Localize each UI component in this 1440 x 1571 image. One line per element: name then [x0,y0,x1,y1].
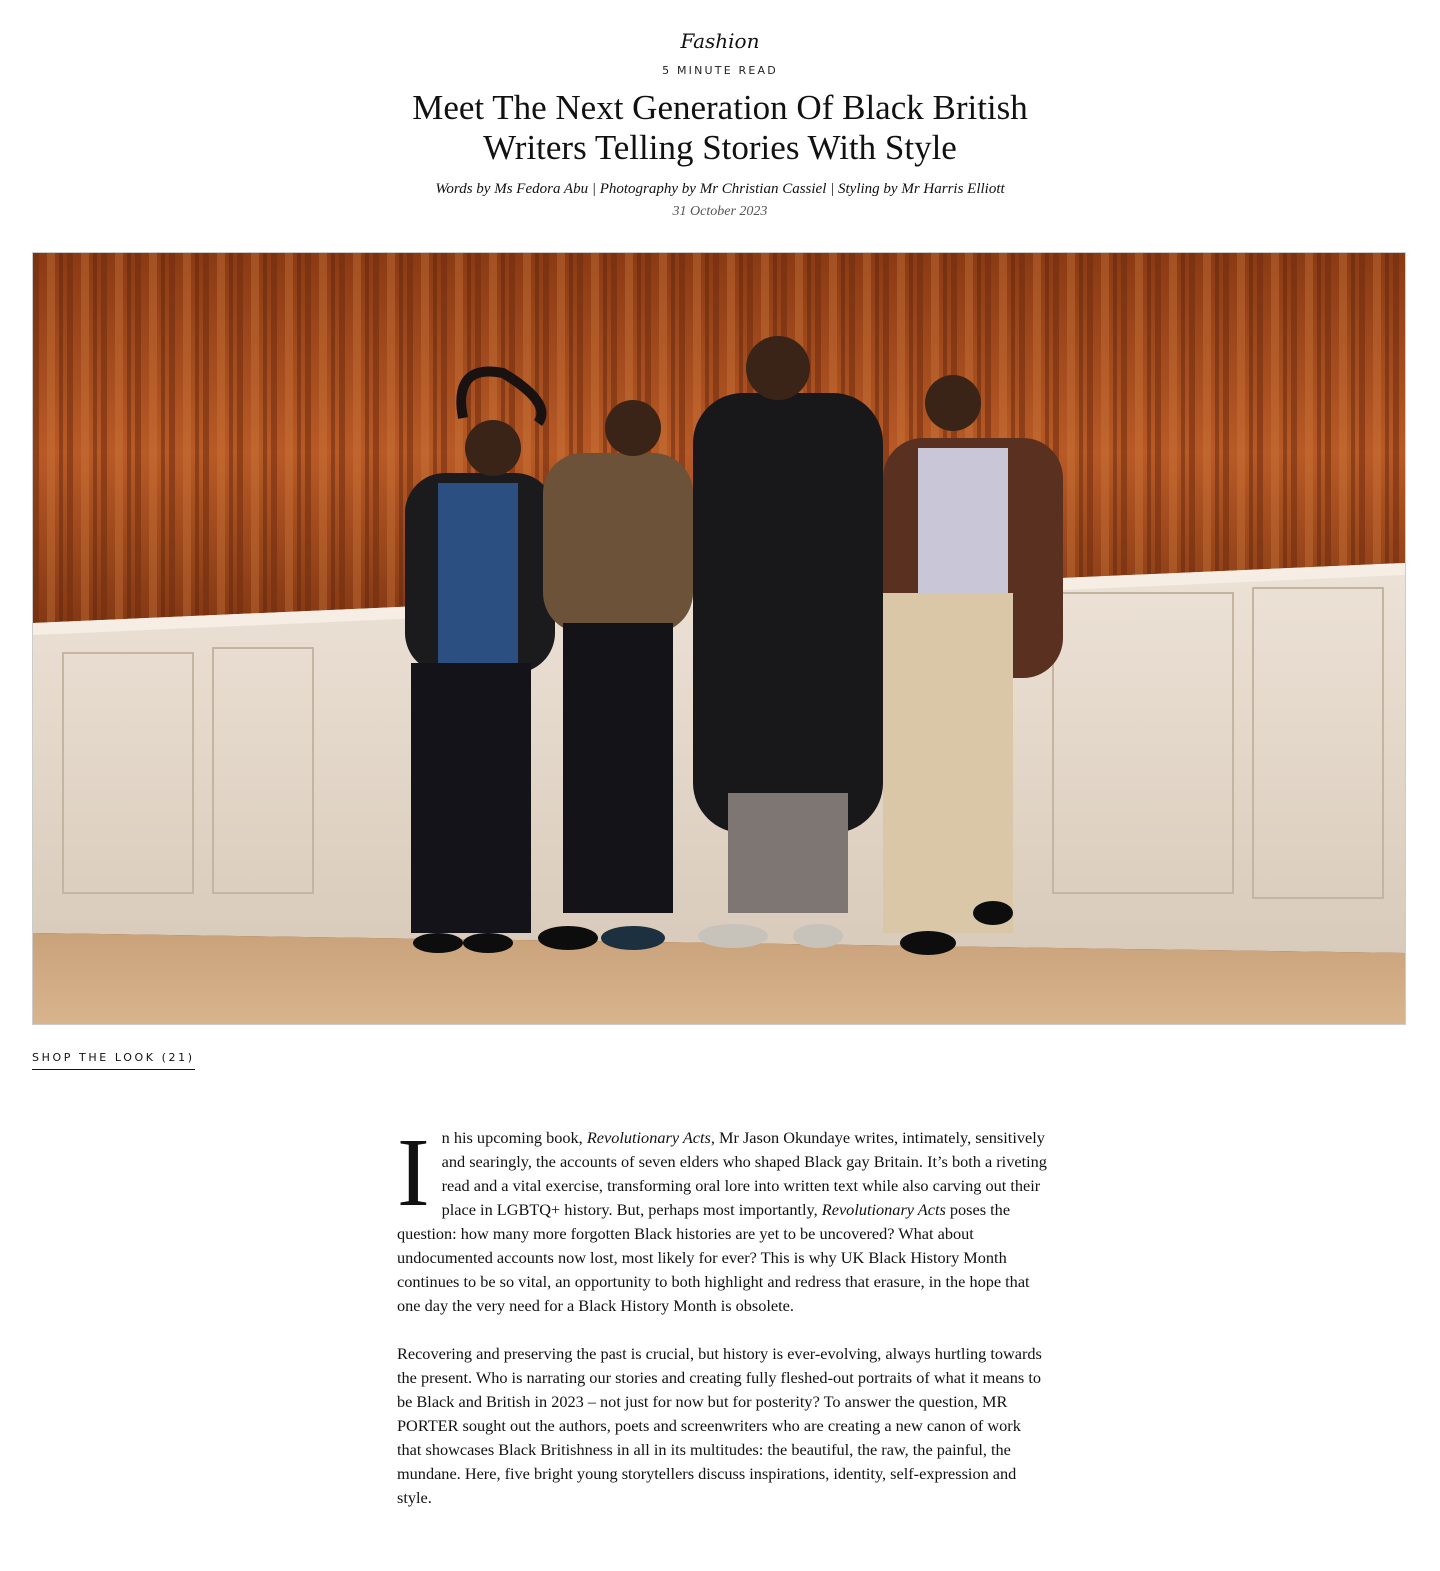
article-date: 31 October 2023 [672,204,768,219]
hero-photo-illustration [33,253,1405,1024]
book-title: Revolutionary Acts [586,1128,711,1147]
drop-cap: I [397,1119,430,1227]
article-paragraph-1: In his upcoming book, Revolutionary Acts, Mr Jason Okundaye writes, intimately, sensitively and searingly, the accounts of seven elders who shaped Black gay Britain. It’s both a riveting read and a vital exercise, transforming oral lore into written text while also carving out their place in LGBTQ+ history. But, perhaps most importantly, Revolutionary Acts poses the question: how many more forgotten Black histories are yet to be uncovered? What about undocumented accounts now lost, most likely for ever? This is why UK Black History Month continues to be so vital, an opportunity to both highlight and redress that erasure, in the hope that one day the very need for a Black History Month is obsolete. [397,1119,1047,1315]
shop-the-look-link[interactable]: SHOP THE LOOK (21) [32,1051,195,1070]
article-byline: Words by Ms Fedora Abu | Photography by Mr Christian Cassiel | Styling by Mr Harris Elliott [435,181,1005,197]
svg-text:Fashion: Fashion [680,29,760,53]
article-body [397,1119,1047,1534]
fashion-section-logo[interactable] [670,26,770,56]
article-title: Meet The Next Generation Of Black British Writers Telling Stories With Style [412,88,1028,167]
hero-image [32,252,1406,1025]
book-title: Revolutionary Acts [821,1200,946,1219]
read-time-label: 5 MINUTE READ [662,64,778,77]
article-paragraph-2: Recovering and preserving the past is crucial, but history is ever-evolving, always hurtling towards the present. Who is narrating our stories and creating fully fleshed-out portraits of what it means to be Black and British in 2023 – not just for now but for posterity? To answer the question, MR PORTER sought out the authors, poets and screenwriters who are creating a new canon of work that showcases Black Britishness in all in its multitudes: the beautiful, the raw, the painful, the mundane. Here, five bright young storytellers discuss inspirations, identity, self-expression and style. [397,1344,1042,1507]
